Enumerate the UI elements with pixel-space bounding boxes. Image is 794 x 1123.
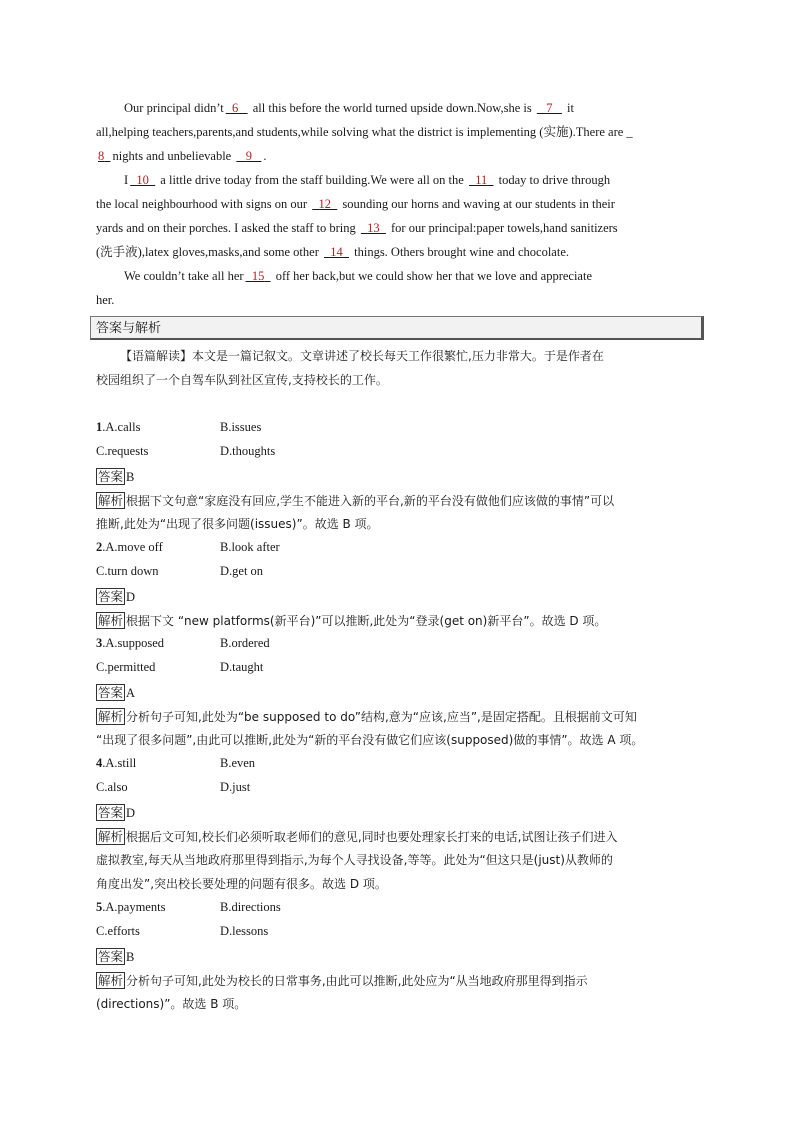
passage-text: for our principal:paper towels,hand sanitizers <box>391 221 618 235</box>
answer-tag: 答案 <box>98 589 124 604</box>
question-4-option-d: D.just <box>220 780 251 794</box>
passage-line <box>124 268 592 284</box>
analysis-tag: 解析 <box>98 613 124 628</box>
answer-value: D <box>126 590 136 604</box>
answer-line <box>96 468 134 485</box>
answer-line <box>96 684 135 701</box>
section-header: 答案与解析 <box>90 316 704 340</box>
analysis-line: 角度出发”,突出校长要处理的问题有很多。故选 D 项。 <box>96 877 387 891</box>
question-2-option-c: C.turn down <box>96 564 159 578</box>
question-2-option-a: 2.A.move off <box>96 540 163 554</box>
analysis-line: 虚拟教室,每天从当地政府那里得到指示,为每个人寻找设备,等等。此处为“但这只是(just)从教师的 <box>96 853 613 867</box>
answer-value: B <box>126 950 135 964</box>
question-2-option-b: B.look after <box>220 540 280 554</box>
passage-text: things. Others brought wine and chocolate. <box>354 245 570 259</box>
intro-line: 校园组织了一个自驾车队到社区宣传,支持校长的工作。 <box>96 373 388 387</box>
passage-text: yards and on their porches. I asked the staff to bring <box>96 221 356 235</box>
passage-line <box>96 196 615 212</box>
answer-line <box>96 804 135 821</box>
answer-value: A <box>126 686 136 700</box>
answer-value: D <box>126 806 136 820</box>
question-2-option-d: D.get on <box>220 564 264 578</box>
passage-text: off her back,but we could show her that we love and appreciate <box>275 269 593 283</box>
question-5-option-c: C.efforts <box>96 924 140 938</box>
passage-text: it <box>567 101 574 115</box>
blank-14: 14 <box>330 245 343 259</box>
passage-line <box>124 172 610 188</box>
blank-7: 7 <box>546 101 553 115</box>
answer-tag: 答案 <box>98 685 124 700</box>
analysis-line: 解析 分析句子可知,此处为“be supposed to do”结构,意为“应该,应当”,是固定搭配。且根据前文可知 <box>98 709 637 724</box>
passage-line <box>96 220 618 236</box>
passage-text: sounding our horns and waving at our students in their <box>342 197 615 211</box>
question-1-option-a: 1.A.calls <box>96 420 141 434</box>
passage-line <box>96 148 266 164</box>
question-5-option-a: 5.A.payments <box>96 900 166 914</box>
passage-line <box>96 244 569 260</box>
passage-line <box>96 124 633 140</box>
passage-line <box>96 292 114 308</box>
question-5-option-d: D.lessons <box>220 924 269 938</box>
analysis-line: 解析 分析句子可知,此处为校长的日常事务,由此可以推断,此处应为“从当地政府那里得到指示 <box>98 973 588 988</box>
blank-8: 8 <box>98 149 105 163</box>
analysis-line: 解析 根据后文可知,校长们必须听取老师们的意见,同时也要处理家长打来的电话,试图让孩子们进入 <box>98 829 618 844</box>
answer-value: B <box>126 470 135 484</box>
question-3-option-c: C.permitted <box>96 660 156 674</box>
answer-tag: 答案 <box>98 805 124 820</box>
blank-13: 13 <box>367 221 380 235</box>
answer-tag: 答案 <box>98 469 124 484</box>
passage-text: . <box>263 149 267 163</box>
analysis-tag: 解析 <box>98 829 124 844</box>
question-4-option-a: 4.A.still <box>96 756 137 770</box>
blank-10: 10 <box>136 173 149 187</box>
question-3-option-b: B.ordered <box>220 636 270 650</box>
question-3-option-a: 3.A.supposed <box>96 636 165 650</box>
question-3-option-d: D.taught <box>220 660 264 674</box>
analysis-tag: 解析 <box>98 973 124 988</box>
analysis-line: 解析 根据下文 “new platforms(新平台)”可以推断,此处为“登录(get on)新平台”。故选 D 项。 <box>98 613 607 628</box>
analysis-line: 推断,此处为“出现了很多问题(issues)”。故选 B 项。 <box>96 517 379 531</box>
question-1-option-d: D.thoughts <box>220 444 276 458</box>
passage-text: We couldn’t take all her <box>124 269 244 283</box>
passage-text: all,helping teachers,parents,and students,while solving what the district is implementing (实施).There are _ <box>96 125 633 139</box>
passage-text: all this before the world turned upside down.Now,she is <box>252 101 532 115</box>
intro-line: 【语篇解读】本文是一篇记叙文。文章讲述了校长每天工作很繁忙,压力非常大。于是作者在 <box>120 349 604 363</box>
passage-text: a little drive today from the staff building.We were all on the <box>160 173 464 187</box>
blank-15: 15 <box>251 269 265 283</box>
question-5-option-b: B.directions <box>220 900 281 914</box>
answer-tag: 答案 <box>98 949 124 964</box>
blank-11: 11 <box>475 173 488 187</box>
answer-line <box>96 948 134 965</box>
answer-line <box>96 588 135 605</box>
analysis-tag: 解析 <box>98 493 124 508</box>
passage-text: (洗手液),latex gloves,masks,and some other <box>96 245 319 259</box>
passage-text: Our principal didn’t <box>124 101 224 115</box>
blank-6: 6 <box>232 101 239 115</box>
analysis-tag: 解析 <box>98 709 124 724</box>
question-4-option-b: B.even <box>220 756 256 770</box>
analysis-line: (directions)”。故选 B 项。 <box>96 997 247 1011</box>
passage-text: her. <box>96 293 115 307</box>
question-1-option-b: B.issues <box>220 420 262 434</box>
blank-9: 9 <box>245 149 252 163</box>
passage-text: I <box>124 173 129 187</box>
passage-line <box>124 100 574 116</box>
analysis-line: 解析 根据下文句意“家庭没有回应,学生不能进入新的平台,新的平台没有做他们应该做的事情”可以 <box>98 493 615 508</box>
blank-12: 12 <box>318 197 331 211</box>
question-1-option-c: C.requests <box>96 444 149 458</box>
analysis-line: “出现了很多问题”,由此可以推断,此处为“新的平台没有做它们应该(supposed)做的事情”。故选 A 项。 <box>96 733 644 747</box>
passage-text: the local neighbourhood with signs on our <box>96 197 308 211</box>
passage-text: nights and unbelievable <box>112 149 232 163</box>
question-4-option-c: C.also <box>96 780 128 794</box>
passage-text: today to drive through <box>498 173 611 187</box>
